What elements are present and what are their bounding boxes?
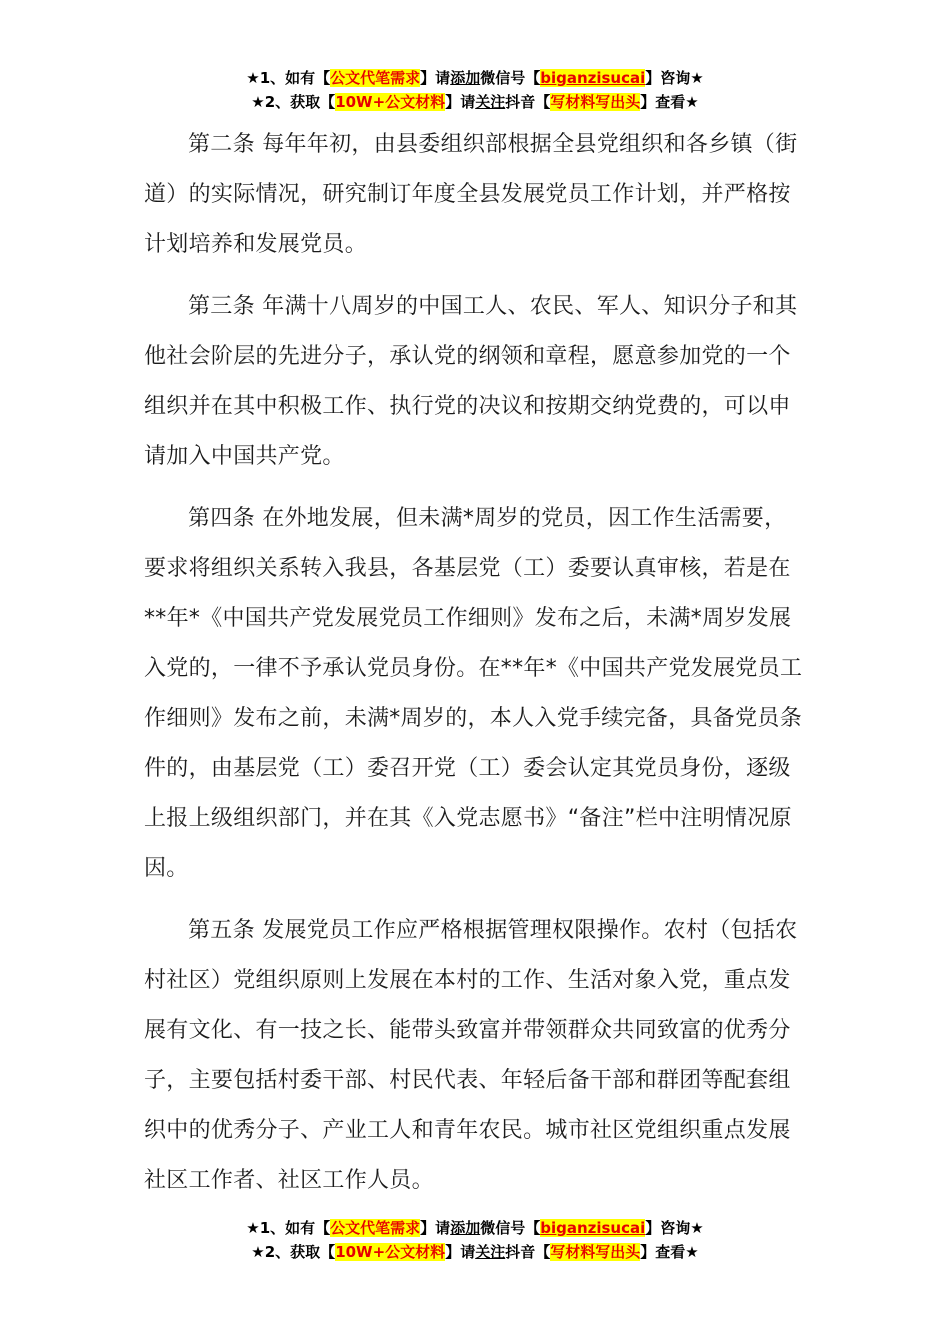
article-3-paragraph: 第三条 年满十八周岁的中国工人、农民、军人、知识分子和其他社会阶层的先进分子，承认党的纲领和章程，愿意参加党的一个组织并在其中积极工作、执行党的决议和按期交纳党费的，可以申请加入中国共产党。 (144, 294, 798, 469)
promo-line-2: ★2、获取【10W+公文材料】请关注抖音【写材料写出头】查看★ (251, 93, 699, 111)
wechat-id-link[interactable]: biganzisucai (540, 1219, 646, 1237)
document-body (144, 120, 806, 1206)
materials-highlight: 10W+公文材料 (335, 1243, 446, 1261)
service-highlight: 公文代笔需求 (330, 1219, 421, 1237)
service-highlight: 公文代笔需求 (330, 69, 421, 87)
douyin-account-highlight[interactable]: 写材料写出头 (550, 93, 641, 111)
footer-promo-banner (0, 1216, 950, 1264)
promo-line-2: ★2、获取【10W+公文材料】请关注抖音【写材料写出头】查看★ (251, 1243, 699, 1261)
materials-highlight: 10W+公文材料 (335, 93, 446, 111)
article-5-paragraph: 第五条 发展党员工作应严格根据管理权限操作。农村（包括农村社区）党组织原则上发展在本村的工作、生活对象入党，重点发展有文化、有一技之长、能带头致富并带领群众共同致富的优秀分子，主要包括村委干部、村民代表、年轻后备干部和群团等配套组织中的优秀分子、产业工人和青年农民。城市社区党组织重点发展社区工作者、社区工作人员。 (144, 918, 798, 1193)
promo-line-1: ★1、如有【公文代笔需求】请添加微信号【biganzisucai】咨询★ (246, 69, 704, 87)
wechat-id-link[interactable]: biganzisucai (540, 69, 646, 87)
article-2-paragraph: 第二条 每年年初，由县委组织部根据全县党组织和各乡镇（街道）的实际情况，研究制订年度全县发展党员工作计划，并严格按计划培养和发展党员。 (144, 132, 798, 257)
article-4-paragraph: 第四条 在外地发展，但未满*周岁的党员，因工作生活需要，要求将组织关系转入我县，各基层党（工）委要认真审核，若是在**年*《中国共产党发展党员工作细则》发布之后，未满*周岁发展入党的，一律不予承认党员身份。在**年*《中国共产党发展党员工作细则》发布之前，未满*周岁的，本人入党手续完备，具备党员条件的，由基层党（工）委召开党（工）委会认定其党员身份，逐级上报上级组织部门，并在其《入党志愿书》“备注”栏中注明情况原因。 (144, 506, 803, 881)
header-promo-banner (0, 66, 950, 114)
douyin-account-highlight[interactable]: 写材料写出头 (550, 1243, 641, 1261)
promo-line-1: ★1、如有【公文代笔需求】请添加微信号【biganzisucai】咨询★ (246, 1219, 704, 1237)
